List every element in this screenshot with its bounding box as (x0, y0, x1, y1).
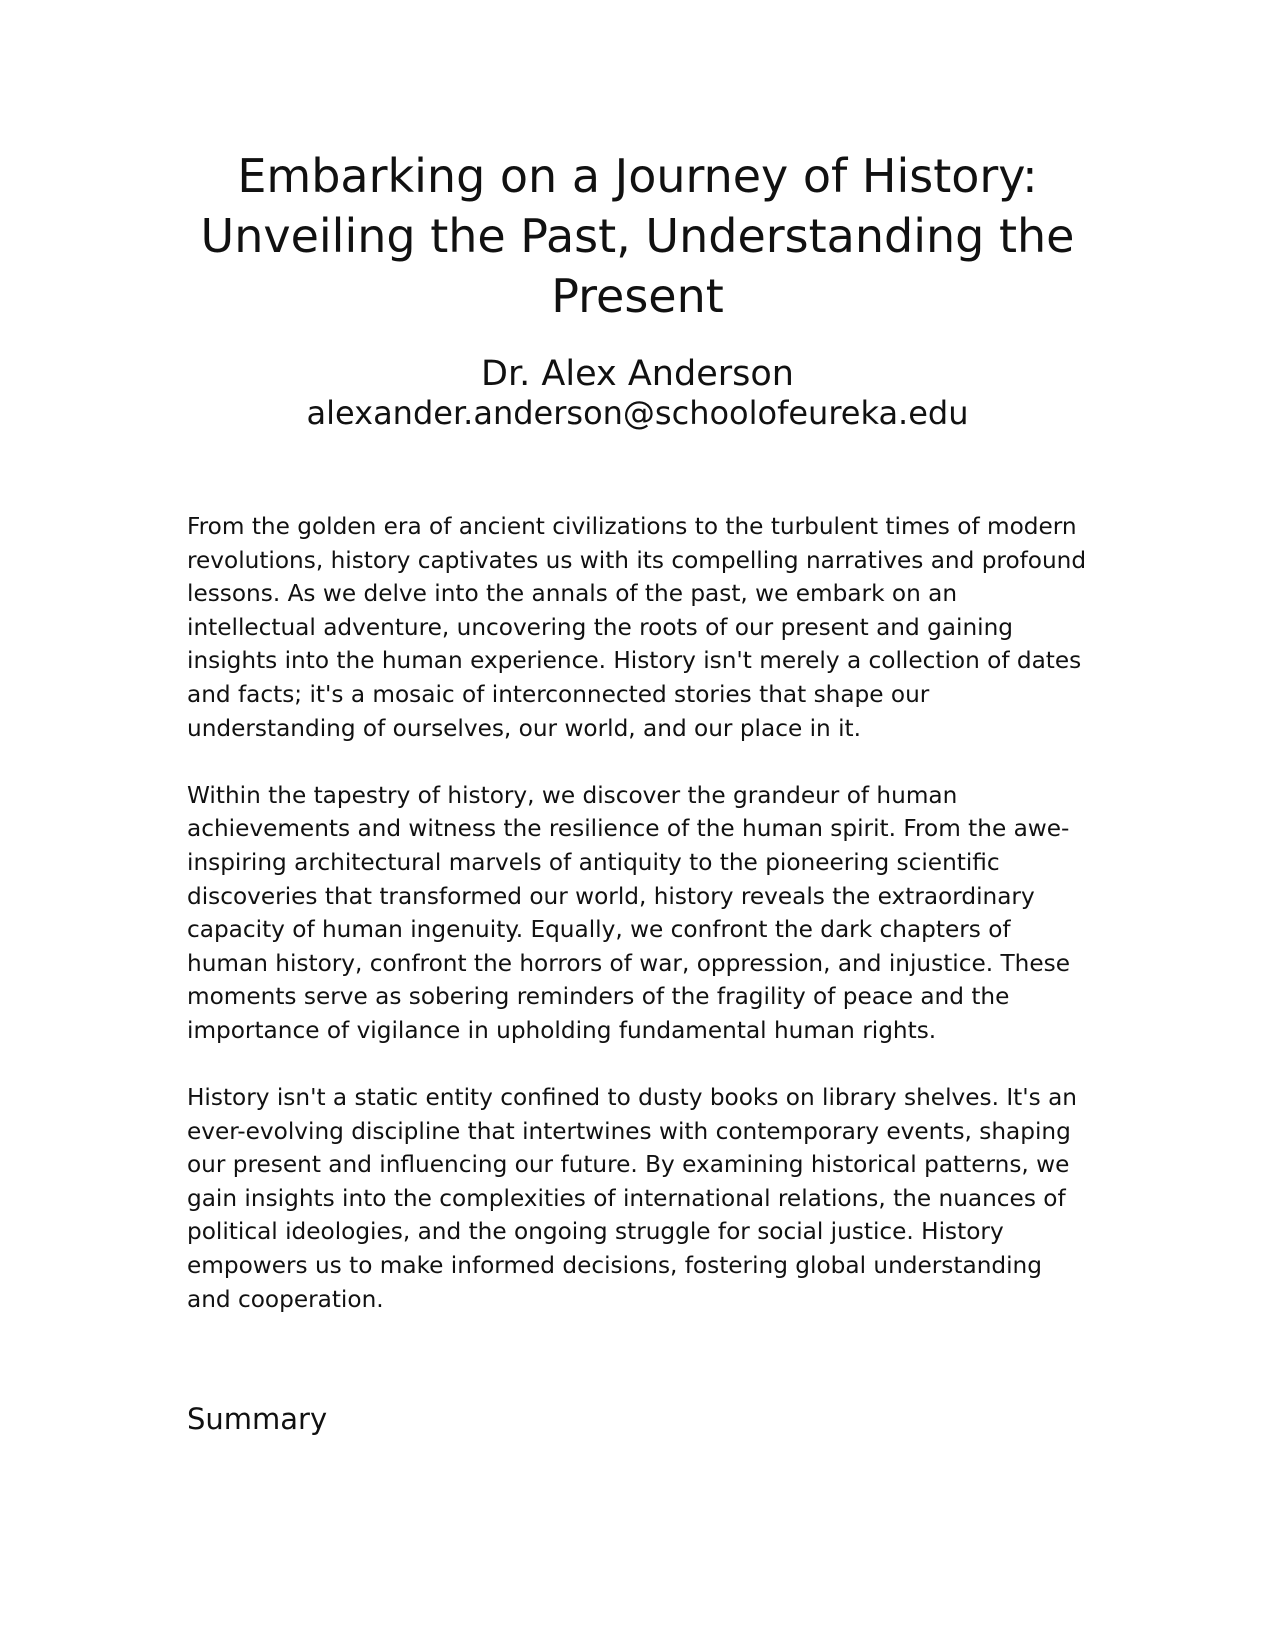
body-text (187, 510, 1092, 1316)
paragraph: History isn't a static entity confined to dusty books on library shelves. It's an ever-evolving discipline that intertwines with contemporary events, shaping our present and influencing our future. By examining historical patterns, we gain insights into the complexities of international relations, the nuances of political ideologies, and the ongoing struggle for social justice. History empowers us to make informed decisions, fostering global understanding and cooperation. (187, 1084, 1077, 1313)
paragraph: Within the tapestry of history, we discover the grandeur of human achievements and witness the resilience of the human spirit. From the awe-inspiring architectural marvels of antiquity to the pioneering scientific discoveries that transformed our world, history reveals the extraordinary capacity of human ingenuity. Equally, we confront the dark chapters of human history, confront the horrors of war, oppression, and injustice. These moments serve as sobering reminders of the fragility of peace and the importance of vigilance in upholding fundamental human rights. (187, 781, 1070, 1044)
paragraph: From the golden era of ancient civilizations to the turbulent times of modern revolutions, history captivates us with its compelling narratives and profound lessons. As we delve into the annals of the past, we embark on an intellectual adventure, uncovering the roots of our present and gaining insights into the human experience. History isn't merely a collection of dates and facts; it's a mosaic of interconnected stories that shape our understanding of ourselves, our world, and our place in it. (187, 513, 1087, 742)
summary-heading: Summary (187, 1402, 328, 1436)
author-name: Dr. Alex Anderson (481, 354, 794, 394)
document-title: Embarking on a Journey of History: Unveiling the Past, Understanding the Present (200, 149, 1075, 323)
author-email: alexander.anderson@schoolofeureka.edu (306, 394, 969, 432)
